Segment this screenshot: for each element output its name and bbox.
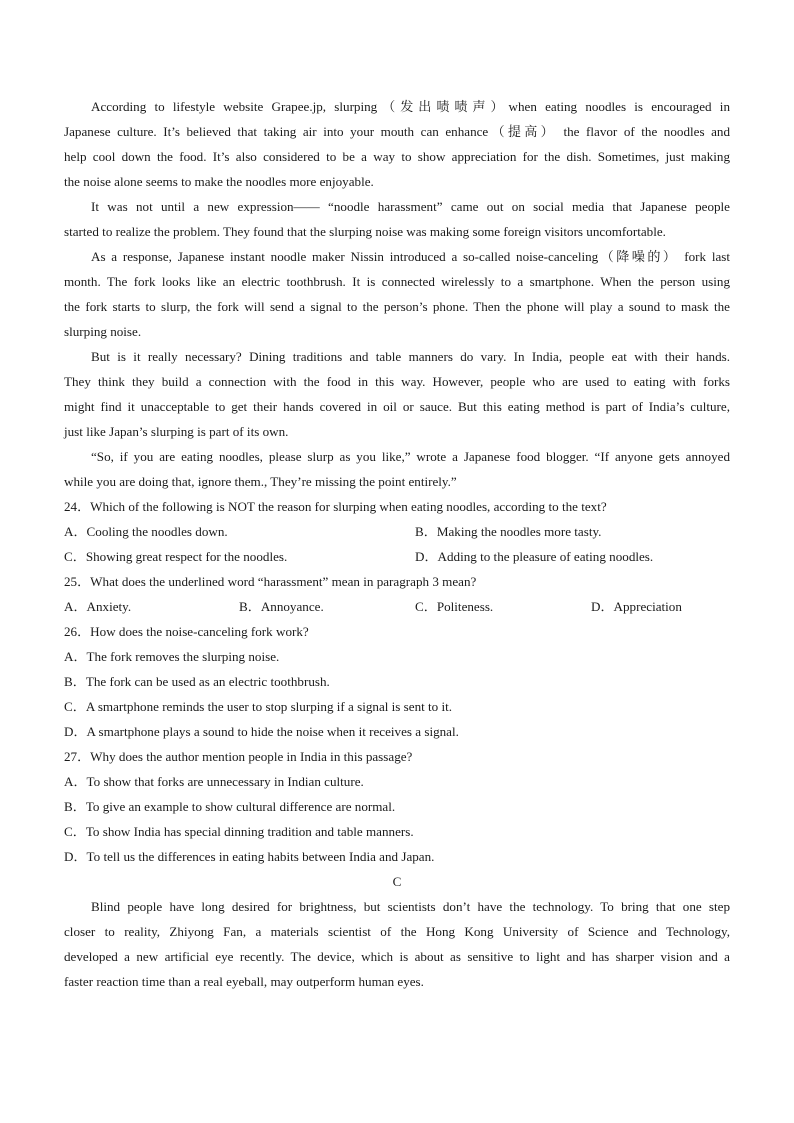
text-line: while you are doing that, ignore them., They’re missing the point entirely.” bbox=[64, 474, 457, 489]
option-b: B．To give an example to show cultural difference are normal. bbox=[64, 799, 396, 814]
question-stem: 27．Why does the author mention people in India in this passage? bbox=[64, 749, 413, 764]
passage-paragraph-4 bbox=[64, 344, 730, 444]
text-line: might find it unacceptable to get their hands covered in oil or sauce. But this eating method is part of India’s culture, bbox=[64, 399, 730, 414]
option-row bbox=[64, 594, 730, 619]
option-c: C．To show India has special dinning tradition and table manners. bbox=[64, 824, 414, 839]
question-stem: 26．How does the noise-canceling fork work? bbox=[64, 624, 309, 639]
option-c: C．Showing great respect for the noodles. bbox=[64, 549, 288, 564]
option-d: D．Adding to the pleasure of eating noodles. bbox=[415, 549, 654, 564]
option-b: B．The fork can be used as an electric toothbrush. bbox=[64, 674, 330, 689]
question-24 bbox=[64, 494, 730, 569]
option-b: B．Making the noodles more tasty. bbox=[415, 524, 602, 539]
question-25 bbox=[64, 569, 730, 619]
text-line: month. The fork looks like an electric toothbrush. It is connected wirelessly to a smartphone. When the person using bbox=[64, 274, 730, 289]
text-line: the fork starts to slurp, the fork will send a signal to the person’s phone. Then the phone will play a sound to mask the bbox=[64, 299, 730, 314]
question-27 bbox=[64, 744, 730, 869]
text-line: started to realize the problem. They found that the slurping noise was making some foreign visitors uncomfortable. bbox=[64, 224, 666, 239]
option-d: D．Appreciation bbox=[591, 599, 682, 614]
text-line: Japanese culture. It’s believed that taking air into your mouth can enhance（提高） the flavor of the noodles and bbox=[64, 124, 730, 139]
option-d: D．To tell us the differences in eating habits between India and Japan. bbox=[64, 849, 435, 864]
text-line: closer to reality, Zhiyong Fan, a materials scientist of the Hong Kong University of Science and Technology, bbox=[64, 924, 730, 939]
text-line: But is it really necessary? Dining traditions and table manners do vary. In India, people eat with their hands. bbox=[91, 349, 730, 364]
text-line: It was not until a new expression—— “noodle harassment” came out on social media that Japanese people bbox=[91, 199, 730, 214]
option-a: A．The fork removes the slurping noise. bbox=[64, 649, 280, 664]
option-c: C．A smartphone reminds the user to stop slurping if a signal is sent to it. bbox=[64, 699, 453, 714]
text-line: the noise alone seems to make the noodles more enjoyable. bbox=[64, 174, 374, 189]
text-line: According to lifestyle website Grapee.jp, slurping（发出啧啧声）when eating noodles is encouraged in bbox=[91, 99, 730, 114]
text-line: faster reaction time than a real eyeball, may outperform human eyes. bbox=[64, 974, 424, 989]
text-line: “So, if you are eating noodles, please slurp as you like,” wrote a Japanese food blogger. “If anyone gets annoyed bbox=[91, 449, 730, 464]
text-line: just like Japan’s slurping is part of its own. bbox=[64, 424, 289, 439]
question-stem: 24．Which of the following is NOT the reason for slurping when eating noodles, according to the text? bbox=[64, 499, 607, 514]
text-line: help cool down the food. It’s also considered to be a way to show appreciation for the dish. Sometimes, just making bbox=[64, 149, 730, 164]
option-a: A．To show that forks are unnecessary in Indian culture. bbox=[64, 774, 364, 789]
option-row bbox=[64, 544, 730, 569]
question-26 bbox=[64, 619, 730, 744]
option-b: B．Annoyance. bbox=[239, 599, 324, 614]
passage-paragraph-3 bbox=[64, 244, 730, 344]
option-d: D．A smartphone plays a sound to hide the noise when it receives a signal. bbox=[64, 724, 459, 739]
passage-paragraph-2 bbox=[64, 194, 730, 244]
text-line: They think they build a connection with the food in this way. However, people who are used to eating with forks bbox=[64, 374, 730, 389]
text-line: slurping noise. bbox=[64, 324, 142, 339]
text-line: As a response, Japanese instant noodle maker Nissin introduced a so-called noise-canceling（降噪的） fork last bbox=[91, 249, 730, 264]
question-stem: 25．What does the underlined word “harassment” mean in paragraph 3 mean? bbox=[64, 574, 477, 589]
option-row bbox=[64, 519, 730, 544]
text-line: Blind people have long desired for brightness, but scientists don’t have the technology. To bring that one step bbox=[91, 899, 730, 914]
section-c-paragraph-1 bbox=[64, 894, 730, 994]
section-heading: C bbox=[392, 874, 402, 889]
option-a: A．Cooling the noodles down. bbox=[64, 524, 228, 539]
option-a: A．Anxiety. bbox=[64, 599, 132, 614]
passage-paragraph-1 bbox=[64, 94, 730, 194]
exam-page bbox=[64, 94, 730, 994]
option-c: C．Politeness. bbox=[415, 599, 494, 614]
passage-paragraph-5 bbox=[64, 444, 730, 494]
text-line: developed a new artificial eye recently. The device, which is about as sensitive to light and has sharper vision and a bbox=[64, 949, 730, 964]
